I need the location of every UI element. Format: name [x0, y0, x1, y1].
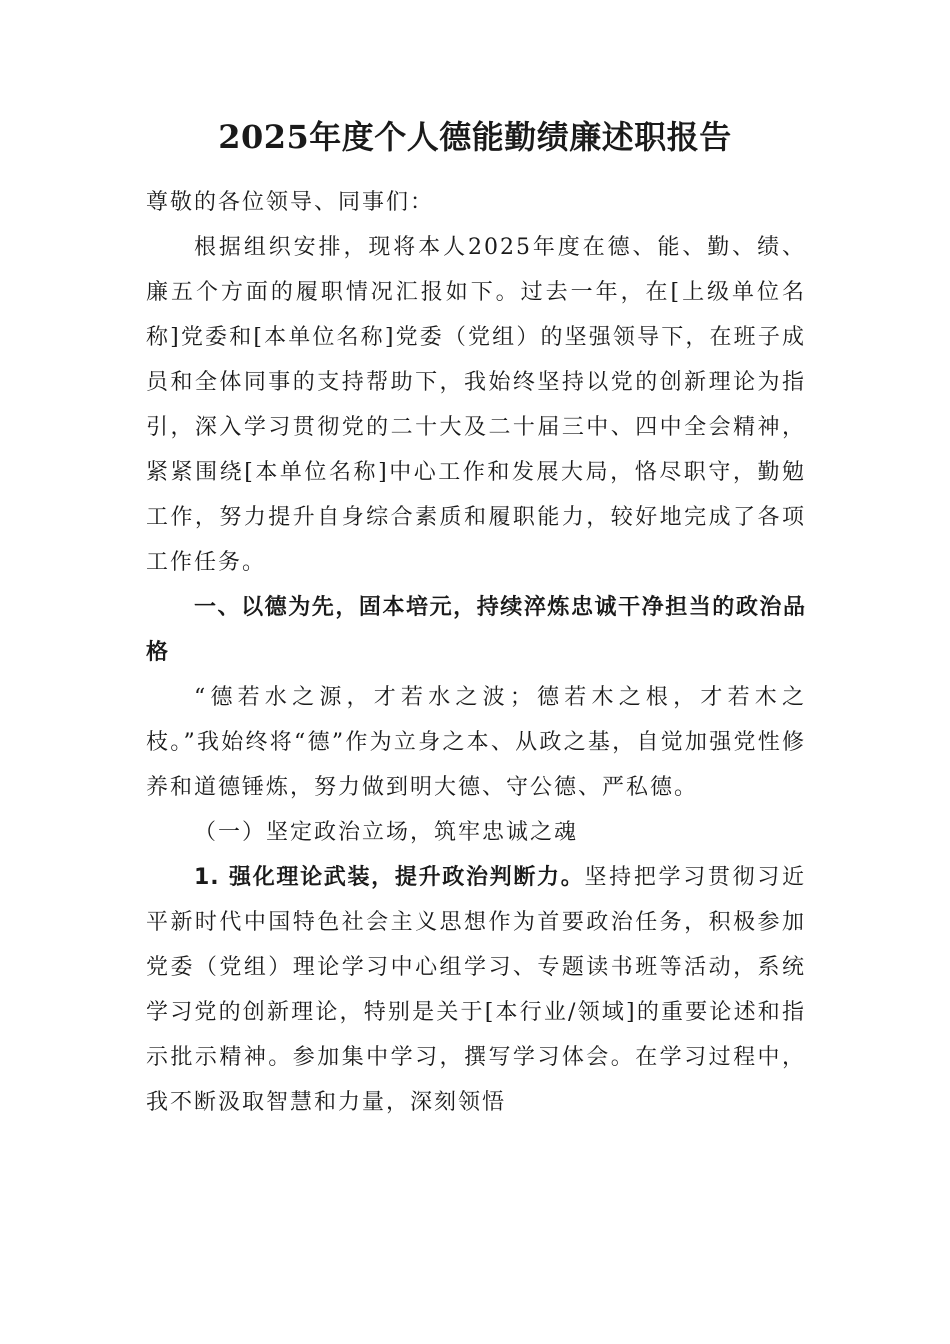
- document-title: 2025年度个人德能勤绩廉述职报告: [218, 118, 732, 156]
- item-1-paragraph: [146, 855, 806, 1125]
- item-1-lead: 1. 强化理论武装，提升政治判断力。: [194, 865, 585, 890]
- intro-paragraph: 根据组织安排，现将本人2025年度在德、能、勤、绩、廉五个方面的履职情况汇报如下。过去一年，在[上级单位名称]党委和[本单位名称]党委（党组）的坚强领导下，在班子成员和全体同事的支持帮助下，我始终坚持以党的创新理论为指引，深入学习贯彻党的二十大及二十届三中、四中全会精神，紧紧围绕[本单位名称]中心工作和发展大局，恪尽职守，勤勉工作，努力提升自身综合素质和履职能力，较好地完成了各项工作任务。: [146, 235, 806, 575]
- subsection-heading-1: （一）坚定政治立场，筑牢忠诚之魂: [194, 820, 579, 845]
- document-body: [146, 180, 806, 1125]
- item-1-body: 坚持把学习贯彻习近平新时代中国特色社会主义思想作为首要政治任务，积极参加党委（党组）理论学习中心组学习、专题读书班等活动，系统学习党的创新理论，特别是关于[本行业/领域]的重要论述和指示批示精神。参加集中学习，撰写学习体会。在学习过程中，我不断汲取智慧和力量，深刻领悟: [146, 865, 806, 1115]
- section-heading-1: 一、以德为先，固本培元，持续淬炼忠诚干净担当的政治品格: [146, 595, 806, 665]
- salutation: 尊敬的各位领导、同事们：: [146, 190, 435, 215]
- section-1-paragraph: “德若水之源，才若水之波；德若木之根，才若木之枝。”我始终将“德”作为立身之本、从政之基，自觉加强党性修养和道德锤炼，努力做到明大德、守公德、严私德。: [146, 685, 806, 800]
